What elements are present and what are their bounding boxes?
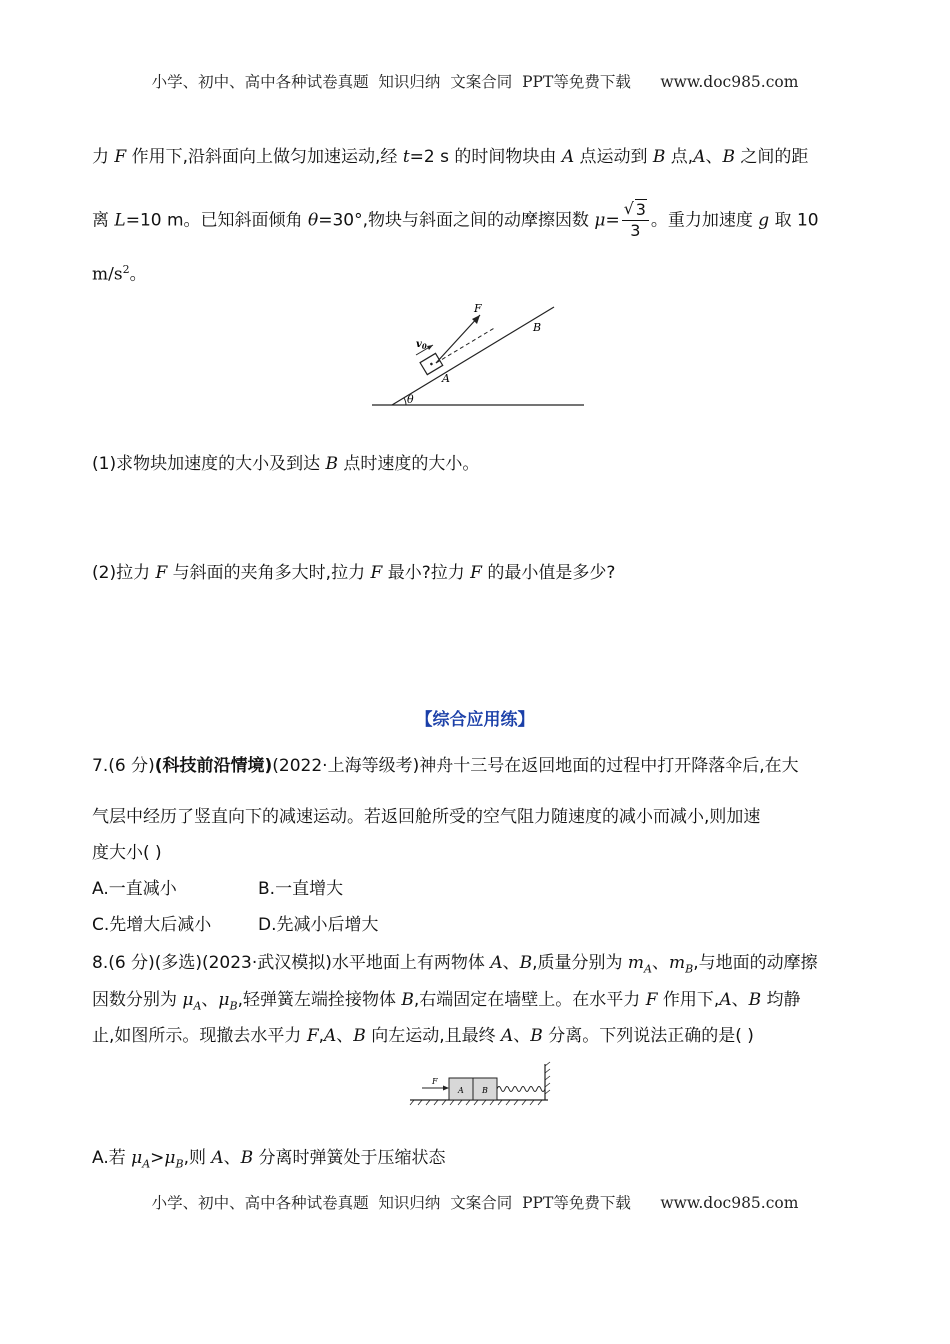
- page-header: 小学、初中、高中各种试卷真题 知识归纳 文案合同 PPT等免费下载 www.doc985.com: [151, 73, 799, 91]
- incline-figure: [370, 295, 590, 410]
- page-footer: 小学、初中、高中各种试卷真题 知识归纳 文案合同 PPT等免费下载 www.doc985.com: [151, 1194, 799, 1212]
- q8-line2: 因数分别为 $\mu_A$、$\mu_B$,轻弹簧左端拴接物体 B,右端固定在墙壁上。在水平力 F 作用下,A、B 均静: [92, 990, 801, 1013]
- q7-option-a: A.一直减小: [92, 879, 177, 899]
- wall-hatching: [545, 1062, 550, 1094]
- theta-arc: [404, 398, 406, 405]
- q7-option-b: B.一直增大: [258, 879, 344, 899]
- q6-line3: $m/s^2$。: [92, 263, 147, 285]
- block-a-label: A: [458, 1086, 464, 1095]
- q7-line3: 度大小( ): [92, 843, 162, 863]
- q6-line2: 离 L=10 m。已知斜面倾角 θ=30°,物块与斜面之间的动摩擦因数 μ= √ $\frac{3}{3}$ 。重力加速度 g 取 10: [92, 200, 819, 241]
- q8-line3: 止,如图所示。现撤去水平力 F,A、B 向左运动,且最终 A、B 分离。下列说法正确的是( ): [92, 1026, 754, 1046]
- q7-option-c: C.先增大后减小: [92, 915, 212, 935]
- q8-line1: 8.(6 分)(多选)(2023·武汉模拟)水平地面上有两物体 A、B,质量分别为 $m_A$、$m_B$,与地面的动摩擦: [92, 953, 818, 976]
- q6-part2: (2)拉力 F 与斜面的夹角多大时,拉力 F 最小?拉力 F 的最小值是多少?: [92, 563, 616, 583]
- section-title: 【综合应用练】: [415, 710, 535, 730]
- force-label: F: [432, 1077, 438, 1086]
- dashed-line: [436, 327, 496, 363]
- theta-label: θ: [407, 393, 414, 406]
- q7-line1: 7.(6 分)(科技前沿情境)(2022·上海等级考)神舟十三号在返回地面的过程中打开降落伞后,在大: [92, 756, 799, 776]
- q7-line2: 气层中经历了竖直向下的减速运动。若返回舱所受的空气阻力随速度的减小而减小,则加速: [92, 807, 761, 827]
- point-b-label: B: [533, 321, 542, 334]
- block-b-label: B: [482, 1086, 488, 1095]
- mu-fraction: √ $\frac{3}{3}$: [622, 200, 649, 241]
- force-label: F: [474, 302, 482, 315]
- block-a: [420, 353, 443, 374]
- point-a-label: A: [442, 372, 450, 385]
- spring-figure: [408, 1060, 553, 1110]
- incline-line: [392, 307, 554, 405]
- q6-line1: 力 F 作用下,沿斜面向上做匀加速运动,经 t=2 s 的时间物块由 A 点运动到 B 点,A、B 之间的距: [92, 147, 809, 167]
- v0-label: $v_0$: [416, 339, 427, 351]
- floor-hatching: [410, 1100, 542, 1105]
- q8-option-a: A.若 $\mu_A>\mu_B$,则 A、B 分离时弹簧处于压缩状态: [92, 1148, 446, 1171]
- spring: [497, 1087, 545, 1092]
- q7-option-d: D.先减小后增大: [258, 915, 379, 935]
- q6-part1: (1)求物块加速度的大小及到达 B 点时速度的大小。: [92, 454, 480, 474]
